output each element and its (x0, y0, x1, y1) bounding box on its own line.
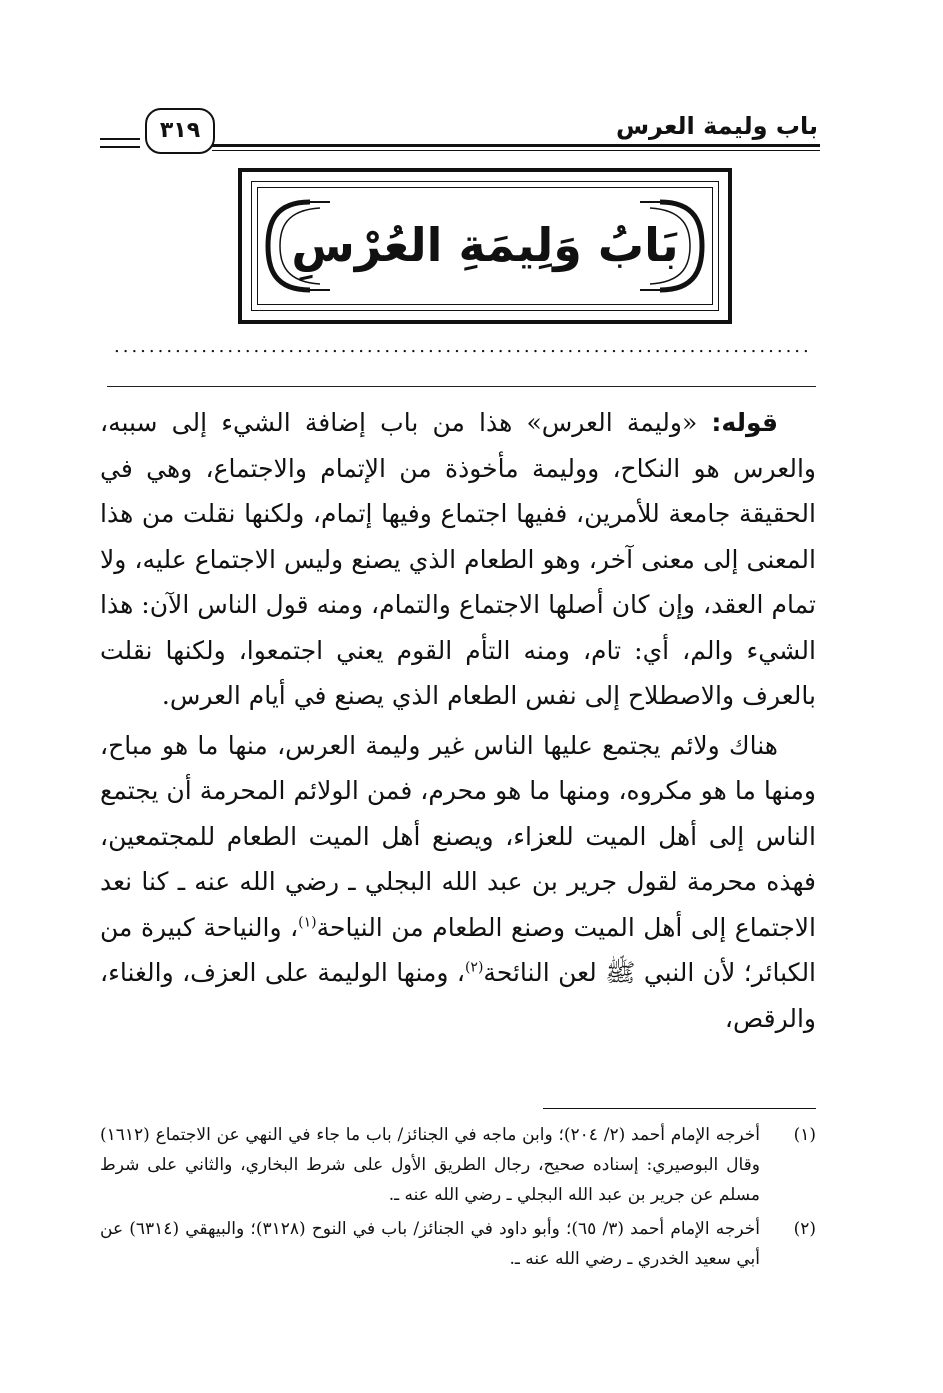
footnotes (100, 1120, 816, 1278)
main-text (100, 400, 816, 1041)
paragraph-2 (100, 723, 816, 1042)
footnote-text: أخرجه الإمام أحمد (٢/ ٢٠٤)؛ وابن ماجه في الجنائز/ باب ما جاء في النهي عن الاجتماع (١٦١٢) وقال البوصيري: إسناده صحيح، رجال الطريق الأول على شرط البخاري، والثاني على شرط مسلم عن جرير بن عبد الله البجلي ـ رضي الله عنه ـ. (100, 1125, 761, 1205)
footnote-number: (٢) (793, 1219, 816, 1239)
footnote-1 (100, 1120, 816, 1210)
section-rule (107, 386, 816, 387)
footnote-rule (543, 1108, 816, 1109)
paragraph-1 (100, 400, 816, 719)
running-header-title: باب وليمة العرس (615, 112, 818, 140)
header-rule (212, 144, 820, 151)
dotted-separator: ................................................................................ (114, 336, 812, 357)
chapter-title-frame (238, 168, 732, 324)
footnote-text: أخرجه الإمام أحمد (٣/ ٦٥)؛ وأبو داود في الجنائز/ باب في النوح (٣١٢٨)؛ والبيهقي (٦٣١٤) عن أبي سعيد الخدري ـ رضي الله عنه ـ. (100, 1219, 760, 1269)
paragraph-1-text: «وليمة العرس» هذا من باب إضافة الشيء إلى سببه، والعرس هو النكاح، ووليمة مأخوذة من الإتمام والاجتماع، وهي في الحقيقة جامعة للأمرين، ففيها اجتماع وفيها إتمام، ولكنها نقلت من هذا المعنى إلى معنى آخر، وهو الطعام الذي يصنع وليس الاجتماع عليه، ولا تمام العقد، وإن كان أصلها الاجتماع والتمام، ومنه قول الناس الآن: هذا الشيء والم، أي: تام، ومنه التأم القوم يعني اجتمعوا، ولكنها نقلت بالعرف والاصطلاح إلى نفس الطعام الذي يصنع في أيام العرس. (100, 408, 816, 710)
footnote-number: (١) (793, 1125, 816, 1145)
footnote-2 (100, 1214, 816, 1274)
running-header (100, 100, 820, 160)
chapter-title: بَابُ وَلِيمَةِ العُرْسِ (291, 218, 679, 272)
page-number: ٣١٩ (145, 108, 215, 154)
header-rule-left (100, 138, 140, 148)
paragraph-2-text-a: هناك ولائم يجتمع عليها الناس غير وليمة العرس، منها ما هو مباح، ومنها ما هو مكروه، ومنها ما هو محرم، فمن الولائم المحرمة أن يجتمع الناس إلى أهل الميت للعزاء، ويصنع أهل الميت الطعام للمجتمعين، فهذه محرمة لقول جرير بن عبد الله البجلي ـ رضي الله عنه ـ كنا نعد الاجتماع إلى أهل الميت وصنع الطعام من النياحة (100, 730, 816, 942)
footnote-ref-1[interactable]: (١) (298, 914, 317, 931)
paragraph-2-text-c: ، ومنها الوليمة على العزف، والغناء، والرقص، (100, 958, 816, 1033)
footnote-ref-2[interactable]: (٢) (464, 959, 484, 976)
paragraph-2-text-b: ، والنياحة كبيرة من الكبائر؛ لأن النبي ﷺ لعن النائحة (100, 912, 817, 987)
paragraph-lead: قوله: (711, 408, 778, 437)
